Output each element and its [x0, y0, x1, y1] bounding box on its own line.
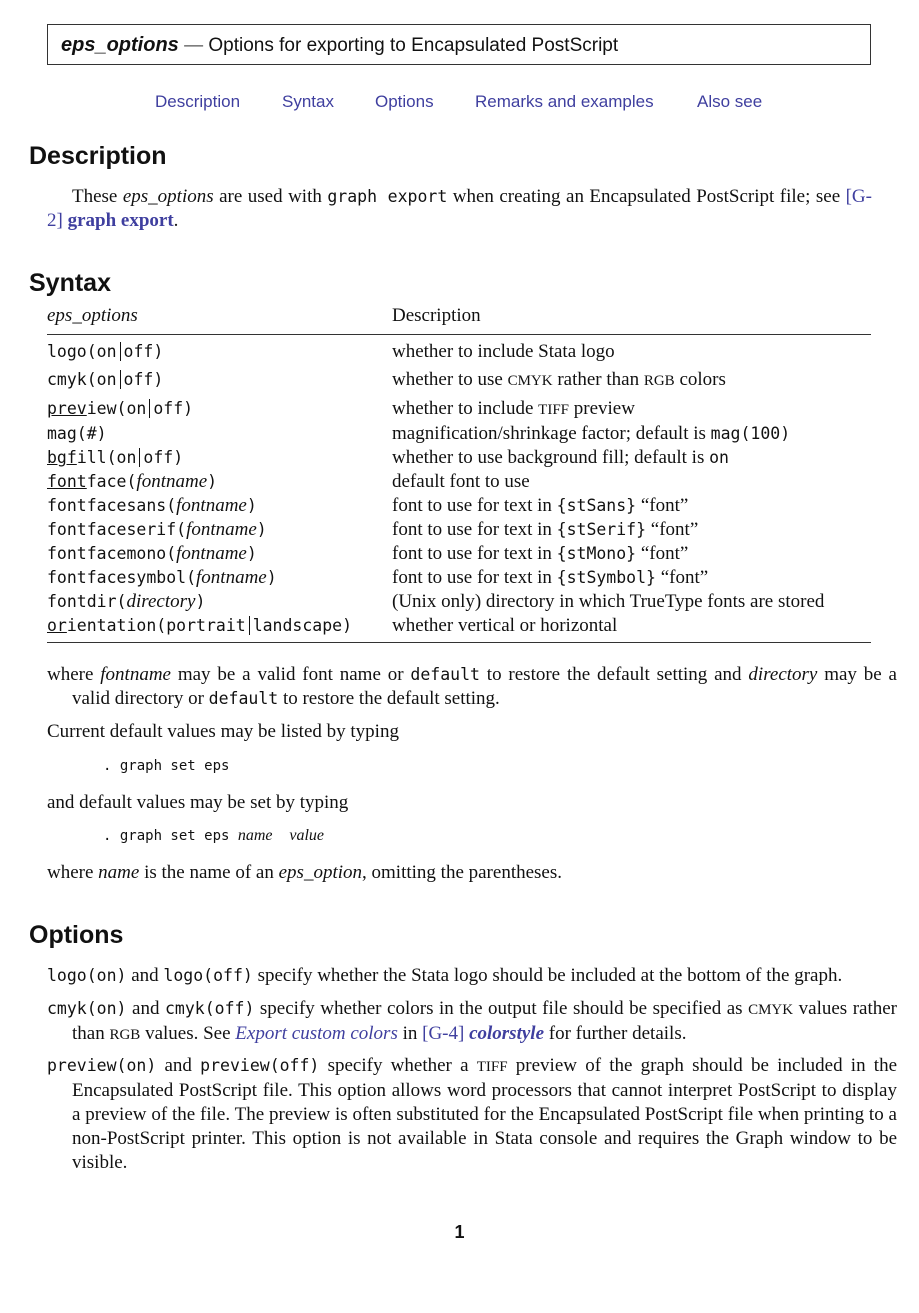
fontname-note: where fontname may be a valid font name or default to restore the default setting and directory may be a valid directory or default to restore the default setting.	[47, 664, 897, 709]
nav-also-see[interactable]: Also see	[697, 92, 763, 111]
table-row: orientation(portrait landscape) whether vertical or horizontal	[47, 614, 871, 643]
ref-g4[interactable]: [G-4]	[422, 1023, 465, 1044]
syntax-heading: Syntax	[29, 269, 111, 297]
code-graph-set-eps: . graph set eps	[103, 758, 230, 774]
option-logo: logo(on) and logo(off) specify whether the Stata logo should be included at the bottom of the graph.	[47, 965, 843, 986]
col-header-description: Description	[392, 305, 481, 326]
table-row: logo(on off) whether to include Stata logo	[47, 341, 615, 362]
ref-g2[interactable]: [G-2]	[47, 186, 872, 231]
options-heading: Options	[29, 921, 124, 949]
section-nav	[0, 92, 919, 116]
title-dash: —	[184, 35, 204, 56]
table-row: bgfill(on off) whether to use background fill; default is on	[47, 447, 729, 468]
export-custom-colors-link[interactable]: Export custom colors	[235, 1023, 398, 1044]
table-row: mag(#) magnification/shrinkage factor; default is mag(100)	[47, 423, 791, 444]
table-row: fontfacemono(fontname) font to use for text in {stMono} “font”	[47, 543, 689, 564]
page-number: 1	[454, 1222, 465, 1242]
nav-syntax[interactable]: Syntax	[282, 92, 334, 111]
nav-remarks-and-examples[interactable]: Remarks and examples	[475, 92, 654, 111]
set-defaults-note: and default values may be set by typing	[47, 792, 349, 813]
table-row: cmyk(on off) whether to use CMYK rather than RGB colors	[47, 369, 726, 390]
option-cmyk: cmyk(on) and cmyk(off) specify whether colors in the output file should be specified as CMYK values rather than RGB values. See Export custom colors in [G-4] colorstyle for further details.	[47, 998, 898, 1044]
option-preview: preview(on) and preview(off) specify whether a TIFF preview of the graph should be included in the Encapsulated PostScript file. This option allows word processors that cannot interpret PostScript to display a preview of the file. The preview is often substituted for the Encapsulated PostScript file when printing to a non-PostScript printer. This option is not available in Stata console and requires the Graph window to be visible.	[47, 1055, 898, 1173]
colorstyle-link[interactable]: colorstyle	[469, 1023, 545, 1044]
table-row: fontfacesymbol(fontname) font to use for text in {stSymbol} “font”	[47, 567, 709, 588]
table-row: fontfacesans(fontname) font to use for text in {stSans} “font”	[47, 495, 689, 516]
code-graph-set-eps-name-value: . graph set eps name value	[103, 827, 325, 844]
graph-export-link[interactable]: graph export	[67, 210, 174, 231]
col-header-options: eps_options	[47, 305, 138, 326]
syntax-table	[47, 303, 871, 643]
table-row: fontfaceserif(fontname) font to use for text in {stSerif} “font”	[47, 519, 699, 540]
table-row: fontface(fontname) default font to use	[47, 471, 530, 492]
table-row: preview(on off) whether to include TIFF preview	[47, 398, 635, 419]
command-name: eps_options	[61, 34, 179, 56]
nav-options[interactable]: Options	[375, 92, 434, 111]
list-defaults-note: Current default values may be listed by typing	[47, 721, 399, 742]
nav-description[interactable]: Description	[155, 92, 241, 111]
name-note: where name is the name of an eps_option, omitting the parentheses.	[47, 862, 562, 883]
table-row: fontdir(directory) (Unix only) directory in which TrueType fonts are stored	[47, 591, 825, 612]
description-heading: Description	[29, 142, 167, 170]
title-box	[47, 24, 871, 65]
title-description: Options for exporting to Encapsulated PostScript	[208, 35, 619, 56]
description-paragraph: These eps_options are used with graph export when creating an Encapsulated PostScript file; see [G-2] graph export.	[47, 186, 872, 231]
